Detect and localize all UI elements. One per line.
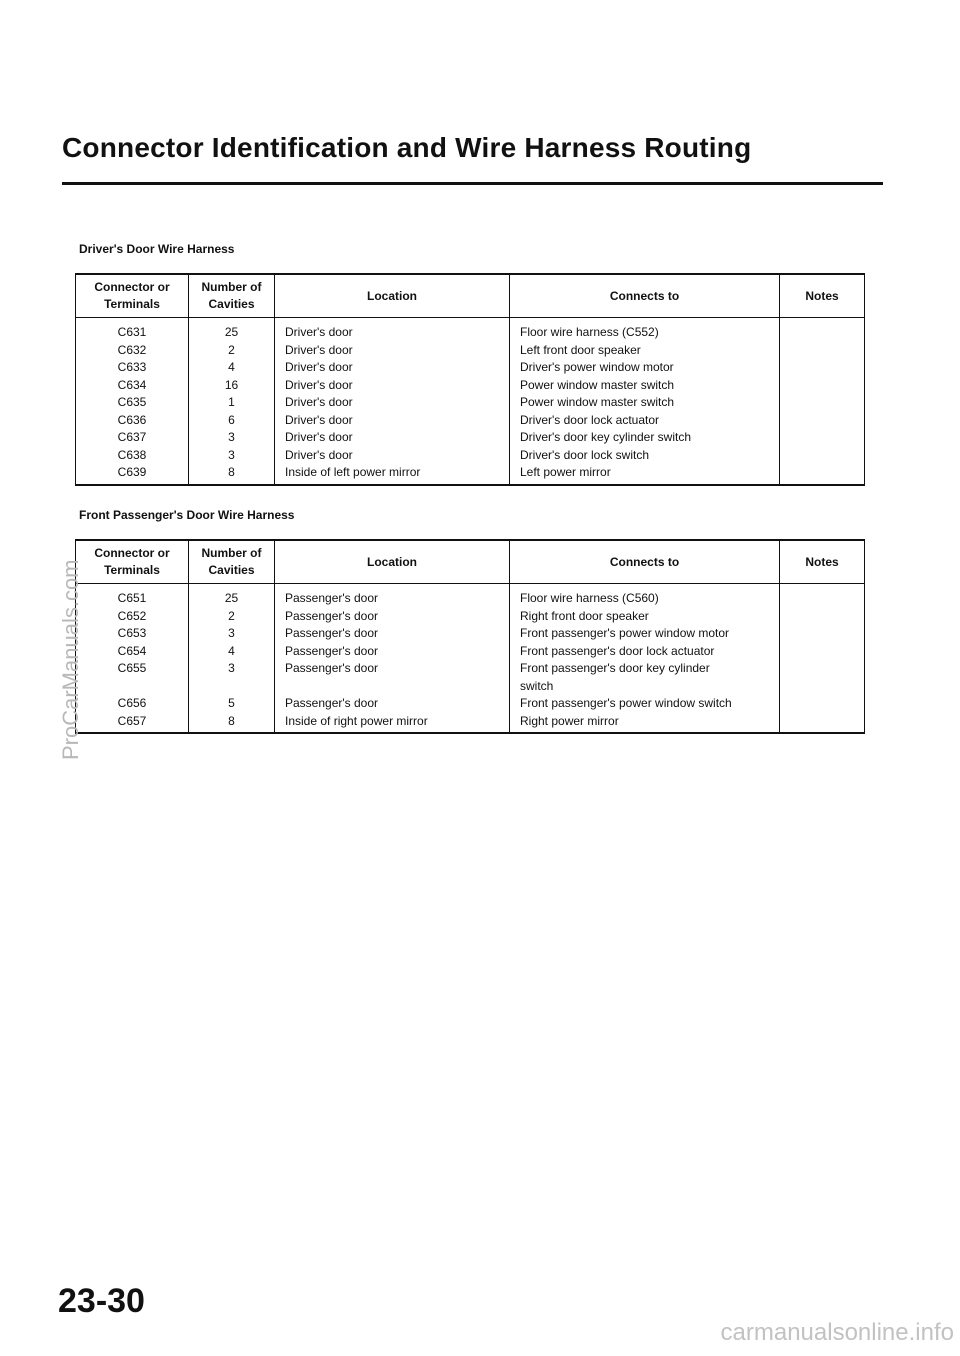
passengers-door-section-title: Front Passenger's Door Wire Harness: [79, 508, 295, 522]
terminal-cell: C653: [117, 626, 147, 640]
terminal-cell: [76, 678, 188, 696]
terminal-cell: C651: [117, 591, 147, 605]
cavities-column: [189, 584, 275, 734]
connects-to-cell: Driver's power window motor: [520, 360, 674, 374]
header-terminals: Connector or Terminals: [76, 274, 189, 318]
header-notes: Notes: [780, 540, 865, 584]
cavities-cell: 16: [224, 377, 239, 392]
terminal-cell: C635: [117, 395, 147, 409]
location-cell: Passenger's door: [285, 626, 379, 640]
bottom-watermark: carmanualsonline.info: [720, 1319, 954, 1346]
terminal-cell: C657: [117, 713, 147, 728]
connects-to-cell: Power window master switch: [520, 395, 675, 409]
side-watermark: ProCarManuals.com: [58, 559, 83, 760]
header-connects-to: Connects to: [510, 540, 780, 584]
header-cavities: Number of Cavities: [189, 540, 275, 584]
location-cell: Passenger's door: [285, 696, 379, 710]
terminal-cell: C639: [117, 465, 147, 479]
cavities-cell: 25: [224, 325, 239, 339]
table-body-row: [76, 318, 865, 485]
header-location: Location: [275, 274, 510, 318]
notes-column: [780, 584, 865, 734]
location-cell: Driver's door: [285, 430, 353, 444]
page-number: 23-30: [58, 1282, 145, 1320]
cavities-cell: [189, 678, 274, 696]
drivers-door-table: [75, 273, 865, 486]
connects-to-cell: Right front door speaker: [520, 608, 649, 623]
location-cell: Driver's door: [285, 395, 353, 409]
terminal-cell: C654: [117, 643, 147, 658]
terminal-cell: C636: [117, 412, 147, 427]
cavities-cell: 4: [228, 643, 235, 658]
header-notes: Notes: [780, 274, 865, 318]
cavities-cell: 8: [228, 465, 235, 479]
cavities-cell: 5: [228, 696, 235, 710]
passengers-door-table: [75, 539, 865, 734]
cavities-cell: 6: [228, 412, 235, 427]
header-terminals: Connector or Terminals: [76, 540, 189, 584]
location-cell: Passenger's door: [285, 591, 379, 605]
location-cell: Driver's door: [285, 325, 353, 339]
location-cell: Driver's door: [285, 377, 353, 392]
connects-to-cell: Driver's door lock switch: [520, 447, 649, 462]
connects-to-column: [510, 584, 780, 734]
table-body-row: [76, 584, 865, 734]
header-location: Location: [275, 540, 510, 584]
location-cell: Passenger's door: [285, 643, 379, 658]
connects-to-cell: Front passenger's power window switch: [520, 696, 732, 710]
location-column: [275, 584, 510, 734]
terminal-cell: C634: [117, 377, 147, 392]
location-cell: Passenger's door: [285, 661, 379, 675]
connects-to-cell: Front passenger's door lock actuator: [520, 643, 715, 658]
cavities-cell: 3: [228, 430, 235, 444]
notes-column: [780, 318, 865, 485]
terminals-column: [76, 584, 189, 734]
cavities-cell: 8: [228, 713, 235, 728]
location-column: [275, 318, 510, 485]
cavities-cell: 4: [228, 360, 235, 374]
connects-to-cell: Driver's door lock actuator: [520, 412, 660, 427]
location-cell: Driver's door: [285, 412, 353, 427]
connects-to-cell: Front passenger's power window motor: [520, 626, 730, 640]
cavities-cell: 3: [228, 626, 235, 640]
terminal-cell: C631: [117, 325, 147, 339]
terminal-cell: C637: [117, 430, 147, 444]
terminal-cell: C656: [117, 696, 147, 710]
location-cell: Driver's door: [285, 447, 353, 462]
terminals-column: [76, 318, 189, 485]
connects-to-cell: Driver's door key cylinder switch: [520, 430, 692, 444]
table-header-row: [76, 540, 865, 584]
connects-to-cell: Front passenger's door key cylinder: [520, 661, 710, 675]
drivers-door-section-title: Driver's Door Wire Harness: [79, 242, 235, 256]
connects-to-cell: Floor wire harness (C560): [520, 591, 659, 605]
terminal-cell: C655: [117, 661, 147, 675]
header-connects-to: Connects to: [510, 274, 780, 318]
title-divider: [62, 182, 883, 185]
connects-to-cell: Left front door speaker: [520, 342, 641, 357]
header-cavities: Number of Cavities: [189, 274, 275, 318]
location-cell: Driver's door: [285, 360, 353, 374]
cavities-cell: 2: [228, 608, 235, 623]
cavities-cell: 1: [228, 395, 235, 409]
cavities-column: [189, 318, 275, 485]
cavities-cell: 3: [228, 661, 235, 675]
connects-to-cell: switch: [520, 678, 554, 693]
location-cell: Driver's door: [285, 342, 353, 357]
location-cell: Inside of right power mirror: [285, 713, 428, 728]
terminal-cell: C638: [117, 447, 147, 462]
cavities-cell: 25: [224, 591, 239, 605]
table-header-row: [76, 274, 865, 318]
location-cell: Passenger's door: [285, 608, 379, 623]
location-cell: Inside of left power mirror: [285, 465, 421, 479]
cavities-cell: 3: [228, 447, 235, 462]
terminal-cell: C633: [117, 360, 147, 374]
connects-to-cell: Power window master switch: [520, 377, 675, 392]
page-title: Connector Identification and Wire Harness Routing: [62, 132, 752, 163]
connects-to-cell: Left power mirror: [520, 465, 611, 479]
terminal-cell: C632: [117, 342, 147, 357]
cavities-cell: 2: [228, 342, 235, 357]
location-cell: [285, 678, 509, 696]
terminal-cell: C652: [117, 608, 147, 623]
connects-to-column: [510, 318, 780, 485]
connects-to-cell: Floor wire harness (C552): [520, 325, 659, 339]
connects-to-cell: Right power mirror: [520, 713, 619, 728]
